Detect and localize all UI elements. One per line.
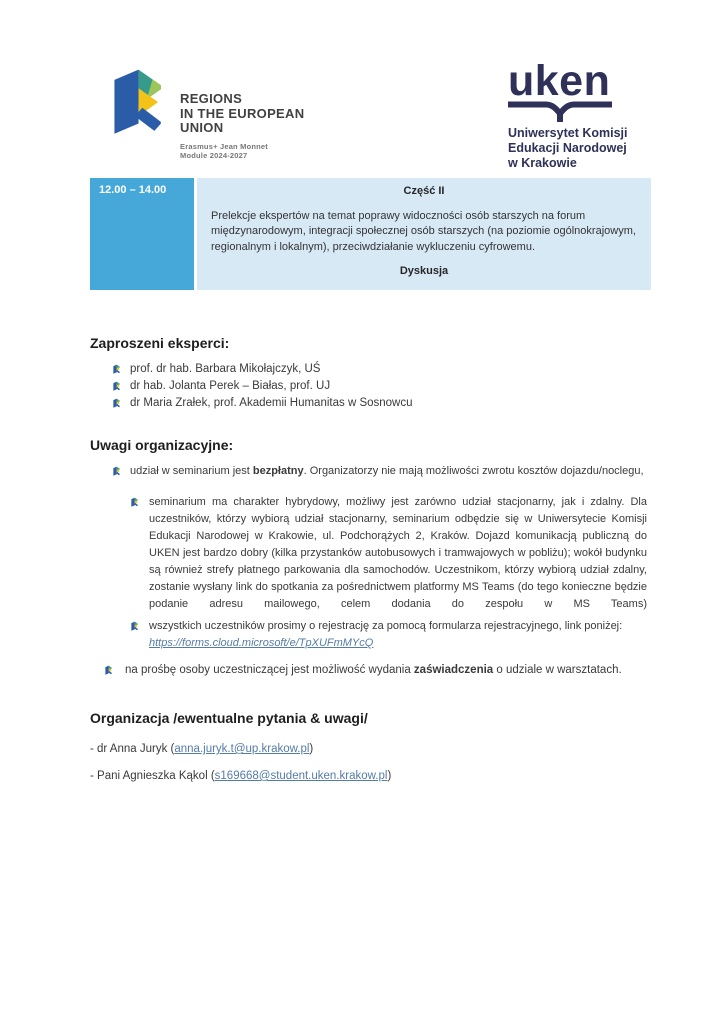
- uken-university-line: Uniwersytet Komisji: [508, 126, 628, 140]
- regions-title-line: REGIONS: [180, 91, 243, 106]
- uken-university-line: Edukacji Narodowej: [508, 141, 627, 155]
- schedule-content-cell: [197, 178, 651, 290]
- r-bullet-icon: [112, 381, 120, 392]
- note-text: [125, 662, 622, 679]
- regions-subtitle-line: Module 2024-2027: [180, 151, 248, 160]
- note-hybrid-format: [90, 494, 647, 613]
- expert-name: dr Maria Zrałek, prof. Akademii Humanitas w Sosnowcu: [130, 397, 413, 409]
- regions-title-line: IN THE EUROPEAN: [180, 105, 305, 121]
- r-bullet-icon: [130, 621, 138, 632]
- schedule-time: 12.00 – 14.00: [99, 184, 167, 196]
- contact-name: - dr Anna Juryk (: [90, 743, 175, 755]
- uken-wordmark: uken: [508, 57, 611, 105]
- expert-list-item: [90, 395, 413, 412]
- r-bullet-icon: [130, 497, 138, 508]
- note-certificate: [90, 662, 622, 679]
- experts-heading: Zaproszeni eksperci:: [90, 335, 230, 351]
- contact-suffix: ): [387, 770, 392, 782]
- regions-subtitle-line: Erasmus+ Jean Monnet: [180, 141, 268, 151]
- r-bullet-icon: [112, 398, 120, 409]
- note-text: [149, 618, 622, 652]
- note-free-participation: [90, 463, 644, 480]
- note-text-pre: na prośbę osoby uczestniczącej jest możliwość wydania: [125, 664, 414, 676]
- contact-line: [90, 743, 313, 755]
- organization-heading: Organizacja /ewentualne pytania & uwagi/: [90, 710, 368, 726]
- note-text-post: . Organizatorzy nie mają możliwości zwrotu kosztów dojazdu/noclegu,: [303, 465, 644, 477]
- expert-name: prof. dr hab. Barbara Mikołajczyk, UŚ: [130, 363, 321, 375]
- contact-suffix: ): [309, 743, 314, 755]
- uken-logo: [508, 57, 678, 171]
- contact-name: - Pani Agnieszka Kąkol (: [90, 770, 215, 782]
- note-text: [130, 463, 644, 480]
- expert-name: dr hab. Jolanta Perek – Białas, prof. UJ: [130, 380, 331, 392]
- r-bullet-icon: [104, 665, 112, 676]
- note-text-post: o udziale w warsztatach.: [493, 664, 622, 676]
- schedule-table: [90, 178, 651, 290]
- regions-r-logo-icon: [105, 65, 161, 143]
- registration-form-link[interactable]: https://forms.cloud.microsoft/e/TpXUFmMYcQ: [149, 637, 374, 649]
- contact-line: [90, 770, 391, 782]
- expert-list-item: [90, 378, 413, 395]
- contact-email-link[interactable]: anna.juryk.t@up.krakow.pl: [174, 743, 310, 755]
- experts-list: [90, 361, 413, 412]
- note-registration-text: wszystkich uczestników prosimy o rejestrację za pomocą formularza rejestracyjnego, link poniżej:: [149, 620, 623, 632]
- r-bullet-icon: [112, 466, 120, 477]
- schedule-description: Prelekcje ekspertów na temat poprawy widoczności osób starszych na forum międzynarodowym, integracji społecznej osób starszych (na poziomie ogólnokrajowym, regionalnym i lokalnym), przeciwdziałanie wykluczeniu cyfrowemu.: [211, 209, 636, 253]
- schedule-discussion-label: Dyskusja: [399, 265, 449, 277]
- note-text-bold: bezpłatny: [252, 465, 304, 477]
- schedule-time-cell: [90, 178, 197, 290]
- note-text-pre: udział w seminarium jest: [130, 465, 253, 477]
- expert-list-item: [90, 361, 413, 378]
- schedule-part-title: Część II: [403, 185, 445, 197]
- regions-title-line: UNION: [180, 120, 224, 135]
- note-registration: [90, 618, 622, 652]
- contact-email-link[interactable]: s169668@student.uken.krakow.pl: [214, 770, 388, 782]
- note-text-bold: zaświadczenia: [413, 664, 494, 676]
- uken-university-line: w Krakowie: [508, 156, 577, 170]
- r-bullet-icon: [112, 364, 120, 375]
- regions-logo-text: [180, 65, 304, 161]
- regions-logo: [105, 65, 304, 161]
- notes-heading: Uwagi organizacyjne:: [90, 437, 234, 453]
- note-text: seminarium ma charakter hybrydowy, możliwy jest zarówno udział stacjonarny, jak i zdalny. Dla uczestników, którzy wybiorą udział stacjonarny, seminarium odbędzie się w Uniwersytecie Komisji Edukacji Narodowej w Krakowie, ul. Podchorążych 2, Kraków. Dojazd komunikacją publiczną do UKEN jest bardzo dobry (kilka przystanków autobusowych i tramwajowych w pobliżu); wokół budynku są również strefy płatnego parkowania dla samochodów. Uczestnikom, którzy wybiorą udział zdalny, zostanie wysłany link do spotkania za pośrednictwem platformy MS Teams (do tego konieczne będzie podanie adresu mailowego, celem dodania do zespołu w MS Teams): [149, 496, 647, 610]
